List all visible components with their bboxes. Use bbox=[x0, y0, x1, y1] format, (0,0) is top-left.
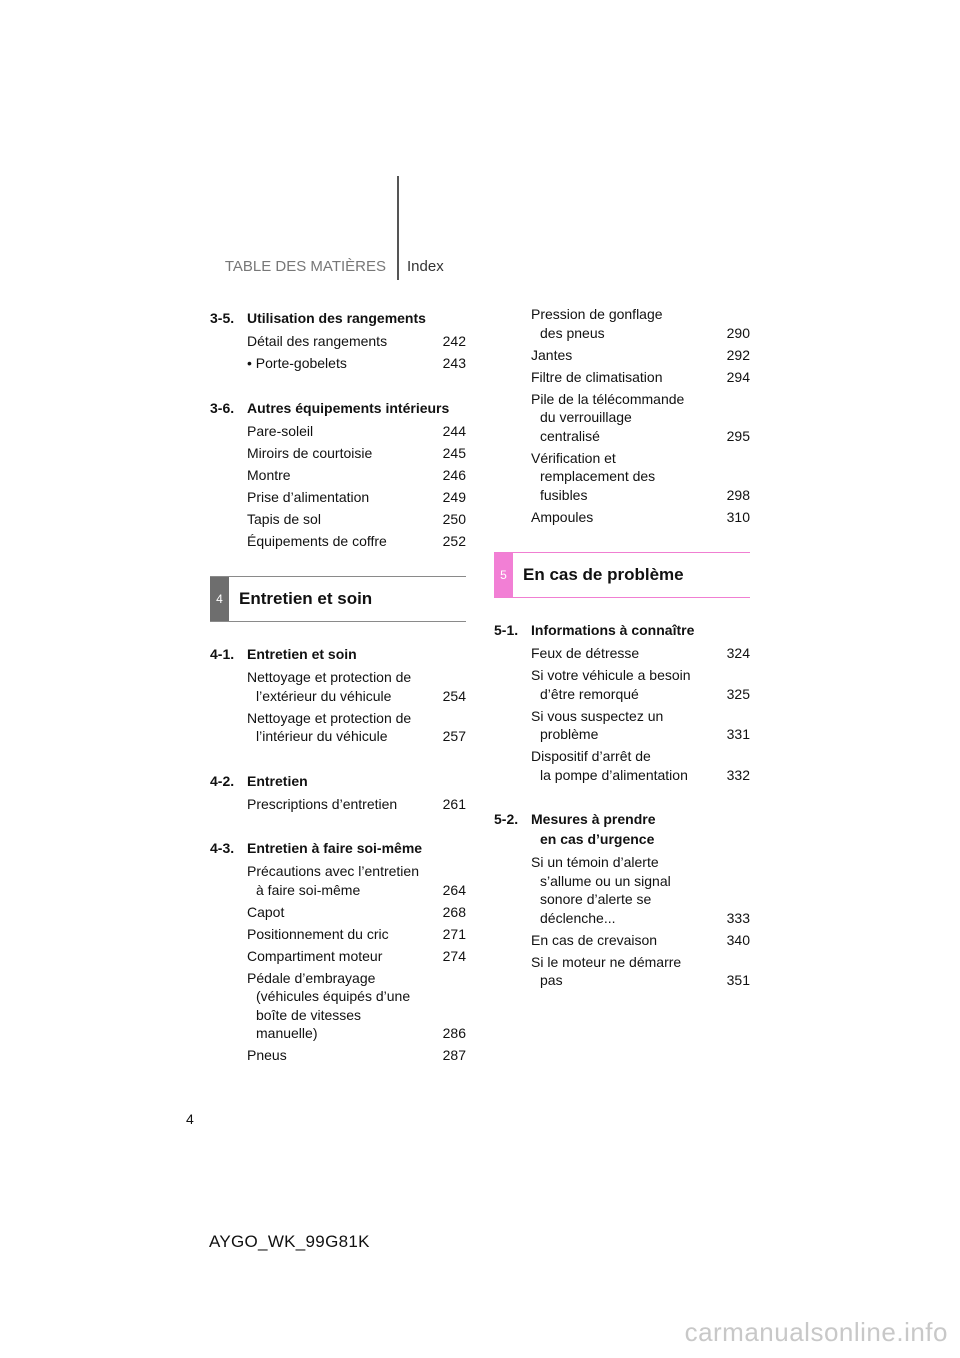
toc-entry[interactable] bbox=[247, 1046, 466, 1065]
entry-page: 242 bbox=[442, 333, 466, 349]
section-3-6[interactable] bbox=[210, 398, 466, 418]
toc-link[interactable]: TABLE DES MATIÈRES bbox=[224, 258, 386, 275]
document-id: AYGO_WK_99G81K bbox=[209, 1232, 370, 1251]
chapter-title: En cas de problème bbox=[523, 565, 684, 584]
index-link[interactable]: Index bbox=[407, 258, 444, 275]
section-number: 5-1. bbox=[494, 622, 519, 638]
entry-page: 274 bbox=[442, 947, 466, 964]
entry-page: 332 bbox=[726, 766, 750, 783]
section-title: Entretien et soin bbox=[247, 646, 357, 662]
toc-entry[interactable] bbox=[247, 332, 466, 351]
entry-label: Si un témoin d’alerte s’allume ou un signal sonore d’alerte se déclenche... bbox=[531, 854, 671, 926]
toc-entry[interactable] bbox=[531, 707, 750, 744]
section-number: 4-1. bbox=[210, 646, 235, 662]
entry-label: Pression de gonflage des pneus bbox=[531, 306, 663, 341]
entry-label: Détail des rangements bbox=[247, 333, 388, 349]
entry-label: Montre bbox=[247, 466, 291, 483]
entry-page: 325 bbox=[726, 685, 750, 702]
entry-label: Tapis de sol bbox=[247, 510, 321, 527]
entry-label: Prescriptions d’entretien bbox=[247, 795, 398, 812]
entry-label: Compartiment moteur bbox=[247, 947, 383, 964]
entry-page: 331 bbox=[726, 726, 750, 742]
toc-entry[interactable] bbox=[531, 644, 750, 663]
watermark: carmanualsonline.info bbox=[684, 1317, 948, 1347]
entry-page: 298 bbox=[726, 486, 750, 503]
entry-label: Pare-soleil bbox=[247, 422, 314, 439]
toc-entry[interactable] bbox=[247, 969, 466, 1043]
entry-page: 351 bbox=[726, 972, 750, 988]
toc-entry[interactable] bbox=[531, 747, 750, 784]
entry-page: 310 bbox=[726, 508, 750, 525]
entry-page: 292 bbox=[726, 346, 750, 363]
entry-label: Dispositif d’arrêt de la pompe d’alimentation bbox=[531, 748, 688, 783]
toc-entry[interactable] bbox=[531, 368, 750, 387]
entry-page: 249 bbox=[442, 488, 466, 505]
toc-entry[interactable] bbox=[247, 709, 466, 746]
entry-page: 286 bbox=[442, 1025, 466, 1041]
entry-page: 268 bbox=[442, 903, 466, 920]
section-title: Entretien à faire soi-même bbox=[247, 840, 423, 856]
toc-entry[interactable] bbox=[247, 488, 466, 507]
section-number: 3-5. bbox=[210, 310, 235, 326]
entry-label: • Porte-gobelets bbox=[247, 355, 347, 371]
section-4-3[interactable] bbox=[210, 838, 466, 858]
toc-entry[interactable] bbox=[247, 903, 466, 922]
header-divider bbox=[397, 176, 399, 280]
entry-page: 244 bbox=[442, 422, 466, 439]
entry-page: 271 bbox=[442, 925, 466, 942]
entry-label: Équipements de coffre bbox=[247, 532, 387, 549]
entry-label: Pneus bbox=[247, 1047, 287, 1063]
entry-page: 261 bbox=[442, 795, 466, 812]
entry-label: Prise d’alimentation bbox=[247, 488, 370, 505]
section-title: Utilisation des rangements bbox=[247, 310, 426, 326]
toc-entry[interactable] bbox=[247, 422, 466, 441]
section-5-1[interactable] bbox=[494, 620, 750, 640]
chapter-5-heading[interactable] bbox=[494, 552, 750, 598]
section-number: 5-2. bbox=[494, 811, 519, 827]
entry-page: 243 bbox=[442, 355, 466, 371]
toc-entry[interactable] bbox=[247, 354, 466, 373]
toc-entry[interactable] bbox=[531, 953, 750, 990]
entry-page: 295 bbox=[726, 427, 750, 444]
entry-page: 264 bbox=[442, 881, 466, 898]
entry-page: 245 bbox=[442, 444, 466, 461]
chapter-4-heading[interactable] bbox=[210, 576, 466, 622]
entry-page: 294 bbox=[726, 368, 750, 385]
entry-label: Capot bbox=[247, 903, 285, 920]
section-title: Autres équipements intérieurs bbox=[247, 399, 450, 416]
entry-page: 250 bbox=[442, 510, 466, 527]
section-5-2[interactable] bbox=[494, 809, 750, 849]
entry-page: 340 bbox=[726, 931, 750, 948]
toc-entry[interactable] bbox=[247, 925, 466, 944]
entry-label: Si vous suspectez un problème bbox=[531, 707, 664, 742]
entry-label: Feux de détresse bbox=[531, 645, 640, 661]
chapter-title: Entretien et soin bbox=[239, 589, 373, 608]
entry-label: Ampoules bbox=[531, 508, 594, 525]
toc-entry[interactable] bbox=[247, 947, 466, 966]
entry-label: Positionnement du cric bbox=[247, 925, 389, 942]
entry-label: Pédale d’embrayage (véhicules équipés d’une boîte de vitesses manuelle) bbox=[247, 969, 411, 1041]
toc-entry[interactable] bbox=[247, 862, 466, 899]
section-title: Informations à connaître bbox=[531, 622, 695, 638]
toc-entry[interactable] bbox=[531, 390, 750, 446]
entry-label: Si le moteur ne démarre pas bbox=[531, 953, 682, 988]
toc-entry[interactable] bbox=[247, 668, 466, 705]
entry-page: 324 bbox=[726, 645, 750, 661]
section-4-1[interactable] bbox=[210, 644, 466, 664]
toc-entry[interactable] bbox=[247, 444, 466, 463]
chapter-tab: 4 bbox=[210, 577, 229, 621]
entry-page: 254 bbox=[442, 687, 466, 704]
entry-label: Pile de la télécommande du verrouillage centralisé bbox=[531, 390, 685, 444]
entry-label: Miroirs de courtoisie bbox=[247, 444, 373, 461]
toc-entry[interactable] bbox=[247, 795, 466, 814]
entry-page: 287 bbox=[442, 1047, 466, 1063]
entry-label: Filtre de climatisation bbox=[531, 368, 663, 385]
toc-column-left bbox=[210, 300, 466, 1065]
toc-entry[interactable] bbox=[531, 853, 750, 927]
section-title: Entretien bbox=[247, 772, 308, 789]
toc-entry[interactable] bbox=[531, 931, 750, 950]
toc-entry[interactable] bbox=[247, 532, 466, 551]
toc-entry[interactable] bbox=[531, 449, 750, 505]
entry-label: En cas de crevaison bbox=[531, 931, 658, 948]
toc-entry[interactable] bbox=[247, 466, 466, 485]
entry-page: 333 bbox=[726, 909, 750, 926]
section-title: Mesures à prendre en cas d’urgence bbox=[531, 811, 656, 847]
entry-page: 246 bbox=[442, 466, 466, 483]
toc-entry[interactable] bbox=[531, 666, 750, 703]
entry-label: Précautions avec l’entretien à faire soi-même bbox=[247, 863, 419, 898]
entry-label: Vérification et remplacement des fusibles bbox=[531, 449, 656, 503]
toc-entry[interactable] bbox=[531, 305, 750, 342]
toc-entry[interactable] bbox=[531, 508, 750, 527]
toc-entry[interactable] bbox=[531, 346, 750, 365]
page-number: 4 bbox=[186, 1111, 194, 1127]
section-number: 3-6. bbox=[210, 399, 235, 416]
entry-label: Nettoyage et protection de l’intérieur du véhicule bbox=[247, 709, 412, 744]
entry-page: 252 bbox=[442, 532, 466, 549]
section-number: 4-2. bbox=[210, 772, 235, 789]
toc-entry[interactable] bbox=[247, 510, 466, 529]
entry-label: Nettoyage et protection de l’extérieur du véhicule bbox=[247, 669, 412, 704]
chapter-tab: 5 bbox=[494, 553, 513, 597]
section-4-2[interactable] bbox=[210, 771, 466, 791]
entry-page: 257 bbox=[442, 728, 466, 744]
entry-page: 290 bbox=[726, 324, 750, 341]
section-number: 4-3. bbox=[210, 840, 235, 856]
section-3-5[interactable] bbox=[210, 308, 466, 328]
entry-label: Jantes bbox=[531, 346, 573, 363]
toc-column-right bbox=[494, 300, 750, 990]
entry-label: Si votre véhicule a besoin d’être remorqué bbox=[531, 667, 691, 702]
